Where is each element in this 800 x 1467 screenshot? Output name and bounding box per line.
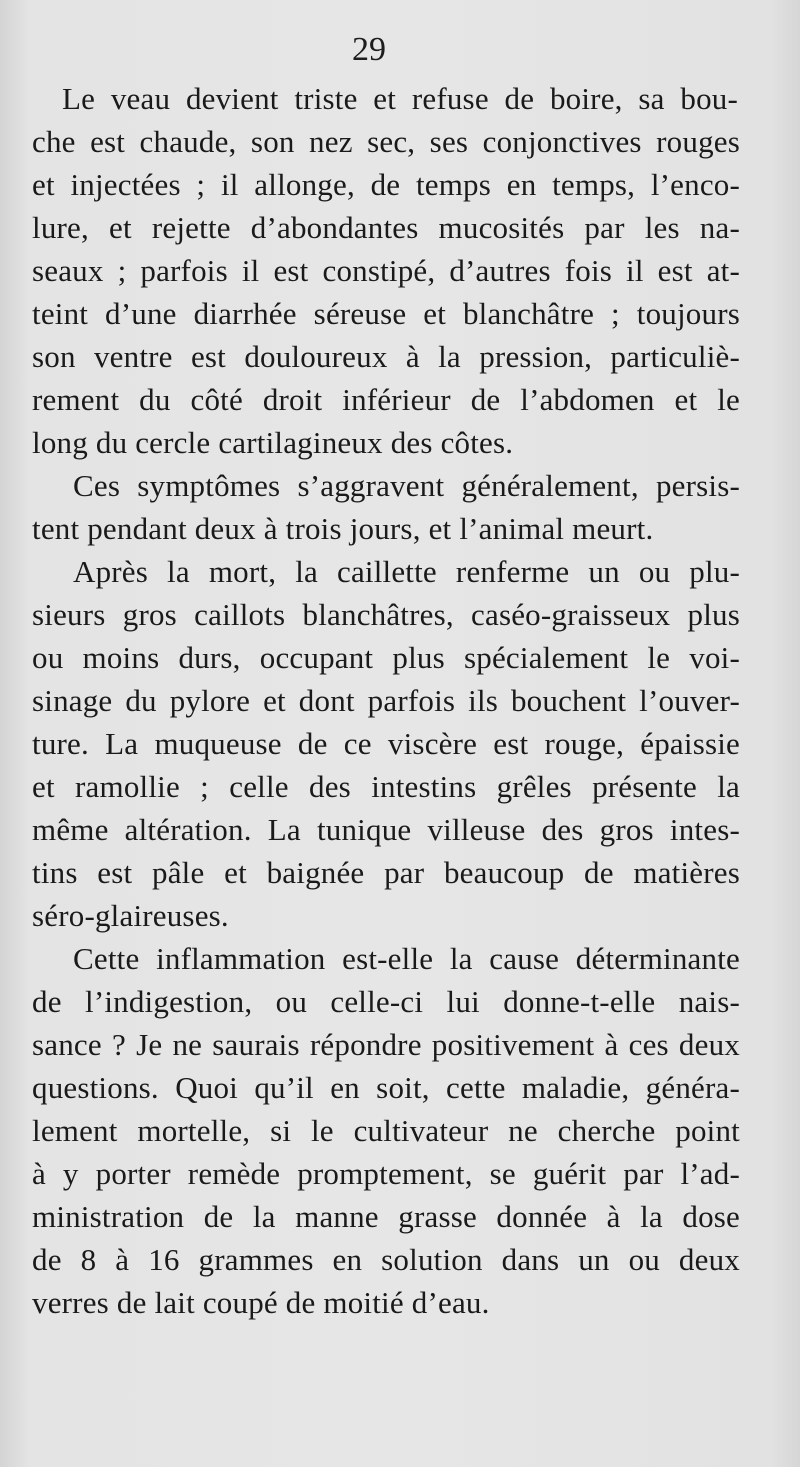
page-number: 29	[352, 31, 386, 68]
text-line: Ces symptômes s’aggravent généralement, persis-	[73, 468, 740, 503]
text-line: ministration de la manne grasse donnée à la dose	[32, 1199, 740, 1234]
text-line: lement mortelle, si le cultivateur ne cherche point	[32, 1113, 740, 1148]
text-line: ou moins durs, occupant plus spécialement le voi-	[32, 640, 740, 675]
text-line: rement du côté droit inférieur de l’abdomen et le	[32, 382, 740, 417]
text-line: son ventre est douloureux à la pression, particuliè-	[32, 339, 740, 374]
text-line: tins est pâle et baignée par beaucoup de matières	[32, 855, 740, 890]
text-line: seaux ; parfois il est constipé, d’autres fois il est at-	[32, 253, 740, 288]
text-line: Cette inflammation est-elle la cause déterminante	[73, 941, 740, 976]
text-line: de l’indigestion, ou celle-ci lui donne-t-elle nais-	[32, 984, 740, 1019]
text-line: Le veau devient triste et refuse de boire, sa bou-	[62, 81, 738, 116]
text-line: verres de lait coupé de moitié d’eau.	[32, 1285, 490, 1320]
text-line: questions. Quoi qu’il en soit, cette maladie, généra-	[32, 1070, 740, 1105]
text-line: sieurs gros caillots blanchâtres, caséo-graisseux plus	[32, 597, 740, 632]
text-line: à y porter remède promptement, se guérit par l’ad-	[32, 1156, 740, 1191]
text-line: et ramollie ; celle des intestins grêles présente la	[32, 769, 740, 804]
text-line: et injectées ; il allonge, de temps en temps, l’enco-	[32, 167, 740, 202]
text-line: teint d’une diarrhée séreuse et blanchâtre ; toujours	[32, 296, 740, 331]
text-line: che est chaude, son nez sec, ses conjonctives rouges	[32, 124, 740, 159]
text-line: séro-glaireuses.	[32, 898, 229, 933]
text-line: lure, et rejette d’abondantes mucosités par les na-	[32, 210, 740, 245]
text-line: long du cercle cartilagineux des côtes.	[32, 425, 514, 460]
text-line: ture. La muqueuse de ce viscère est rouge, épaissie	[32, 726, 740, 761]
text-line: même altération. La tunique villeuse des gros intes-	[32, 812, 740, 847]
text-line: tent pendant deux à trois jours, et l’animal meurt.	[32, 511, 654, 546]
text-line: Après la mort, la caillette renferme un ou plu-	[73, 554, 740, 589]
text-line: de 8 à 16 grammes en solution dans un ou deux	[32, 1242, 740, 1277]
text-line: sinage du pylore et dont parfois ils bouchent l’ouver-	[32, 683, 740, 718]
text-line: sance ? Je ne saurais répondre positivement à ces deux	[32, 1027, 740, 1062]
